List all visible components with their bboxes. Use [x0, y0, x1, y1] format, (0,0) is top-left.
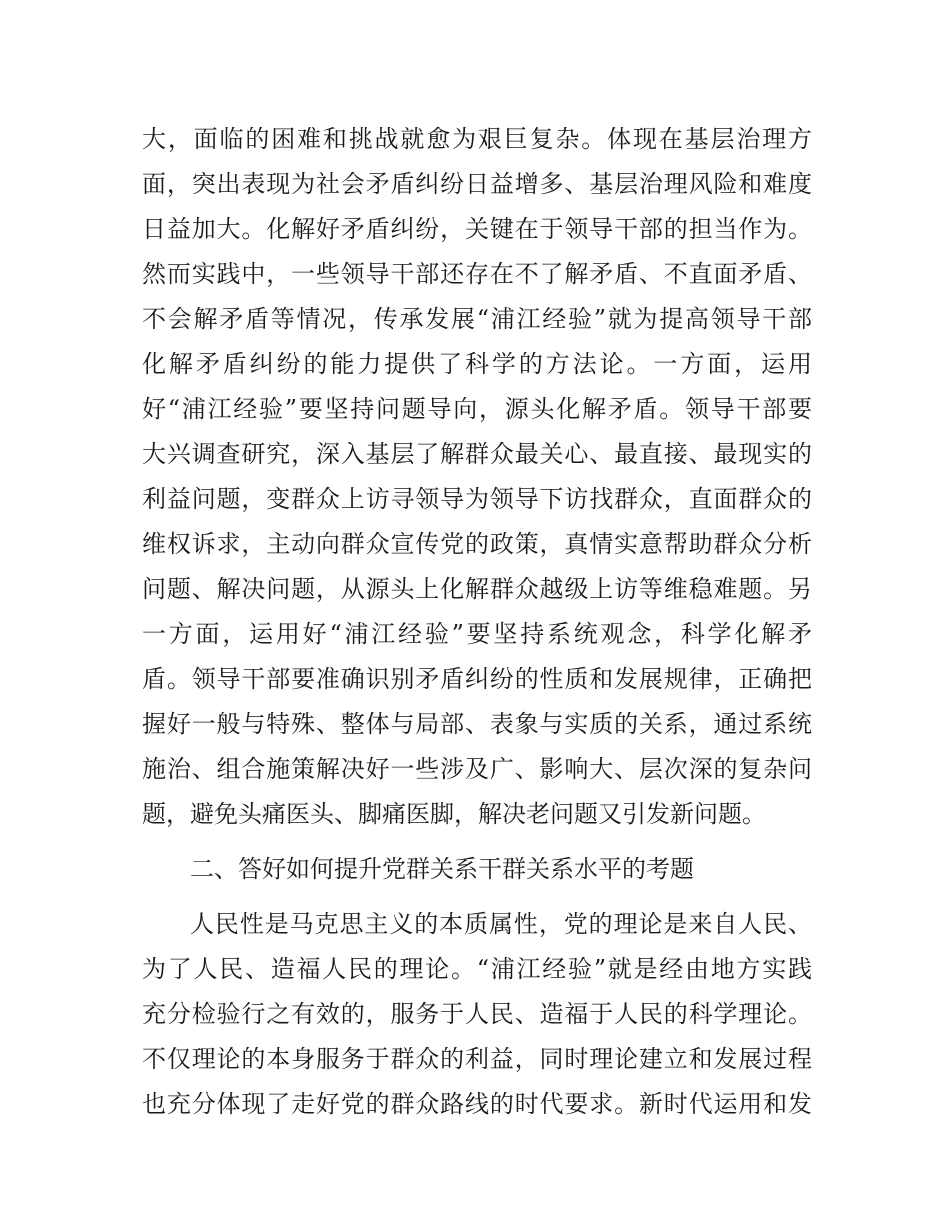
text-line: 大兴调查研究，深入基层了解群众最关心、最直接、最现实的	[142, 440, 812, 468]
paragraph-1	[142, 117, 812, 837]
paragraph-spacing	[142, 837, 812, 847]
text-line: 题，避免头痛医头、脚痛医脚，解决老问题又引发新问题。	[142, 800, 766, 828]
text-line: 盾。领导干部要准确识别矛盾纠纷的性质和发展规律，正确把	[142, 665, 812, 693]
text-line: 问题、解决问题，从源头上化解群众越级上访等维稳难题。另	[142, 575, 812, 603]
paragraph-spacing	[142, 892, 812, 902]
text-line: 维权诉求，主动向群众宣传党的政策，真情实意帮助群众分析	[142, 530, 812, 558]
text-line: 面，突出表现为社会矛盾纠纷日益增多、基层治理风险和难度	[142, 170, 812, 198]
text-line: 为了人民、造福人民的理论。“浦江经验”就是经由地方实践	[142, 955, 812, 983]
text-line: 化解矛盾纠纷的能力提供了科学的方法论。一方面，运用	[142, 350, 812, 378]
text-line: 好“浦江经验”要坚持问题导向，源头化解矛盾。领导干部要	[142, 395, 812, 423]
text-line: 利益问题，变群众上访寻领导为领导下访找群众，直面群众的	[142, 485, 812, 513]
text-line: 也充分体现了走好党的群众路线的时代要求。新时代运用和发	[142, 1090, 812, 1118]
text-line: 不会解矛盾等情况，传承发展“浦江经验”就为提高领导干部	[142, 305, 812, 333]
text-line: 日益加大。化解好矛盾纠纷，关键在于领导干部的担当作为。	[142, 215, 812, 243]
text-line: 然而实践中，一些领导干部还存在不了解矛盾、不直面矛盾、	[142, 260, 812, 288]
text-line: 不仅理论的本身服务于群众的利益，同时理论建立和发展过程	[142, 1045, 812, 1073]
text-line: 充分检验行之有效的，服务于人民、造福于人民的科学理论。	[142, 1000, 812, 1028]
text-line: 大，面临的困难和挑战就愈为艰巨复杂。体现在基层治理方	[142, 125, 812, 153]
text-line: 人民性是马克思主义的本质属性，党的理论是来自人民、	[190, 910, 812, 938]
paragraph-2	[142, 902, 812, 1127]
text-line: 施治、组合施策解决好一些涉及广、影响大、层次深的复杂问	[142, 755, 812, 783]
document-body	[142, 117, 812, 1127]
section-heading: 二、答好如何提升党群关系干群关系水平的考题	[190, 855, 694, 883]
text-line: 一方面，运用好“浦江经验”要坚持系统观念，科学化解矛	[142, 620, 812, 648]
text-line: 握好一般与特殊、整体与局部、表象与实质的关系，通过系统	[142, 710, 812, 738]
